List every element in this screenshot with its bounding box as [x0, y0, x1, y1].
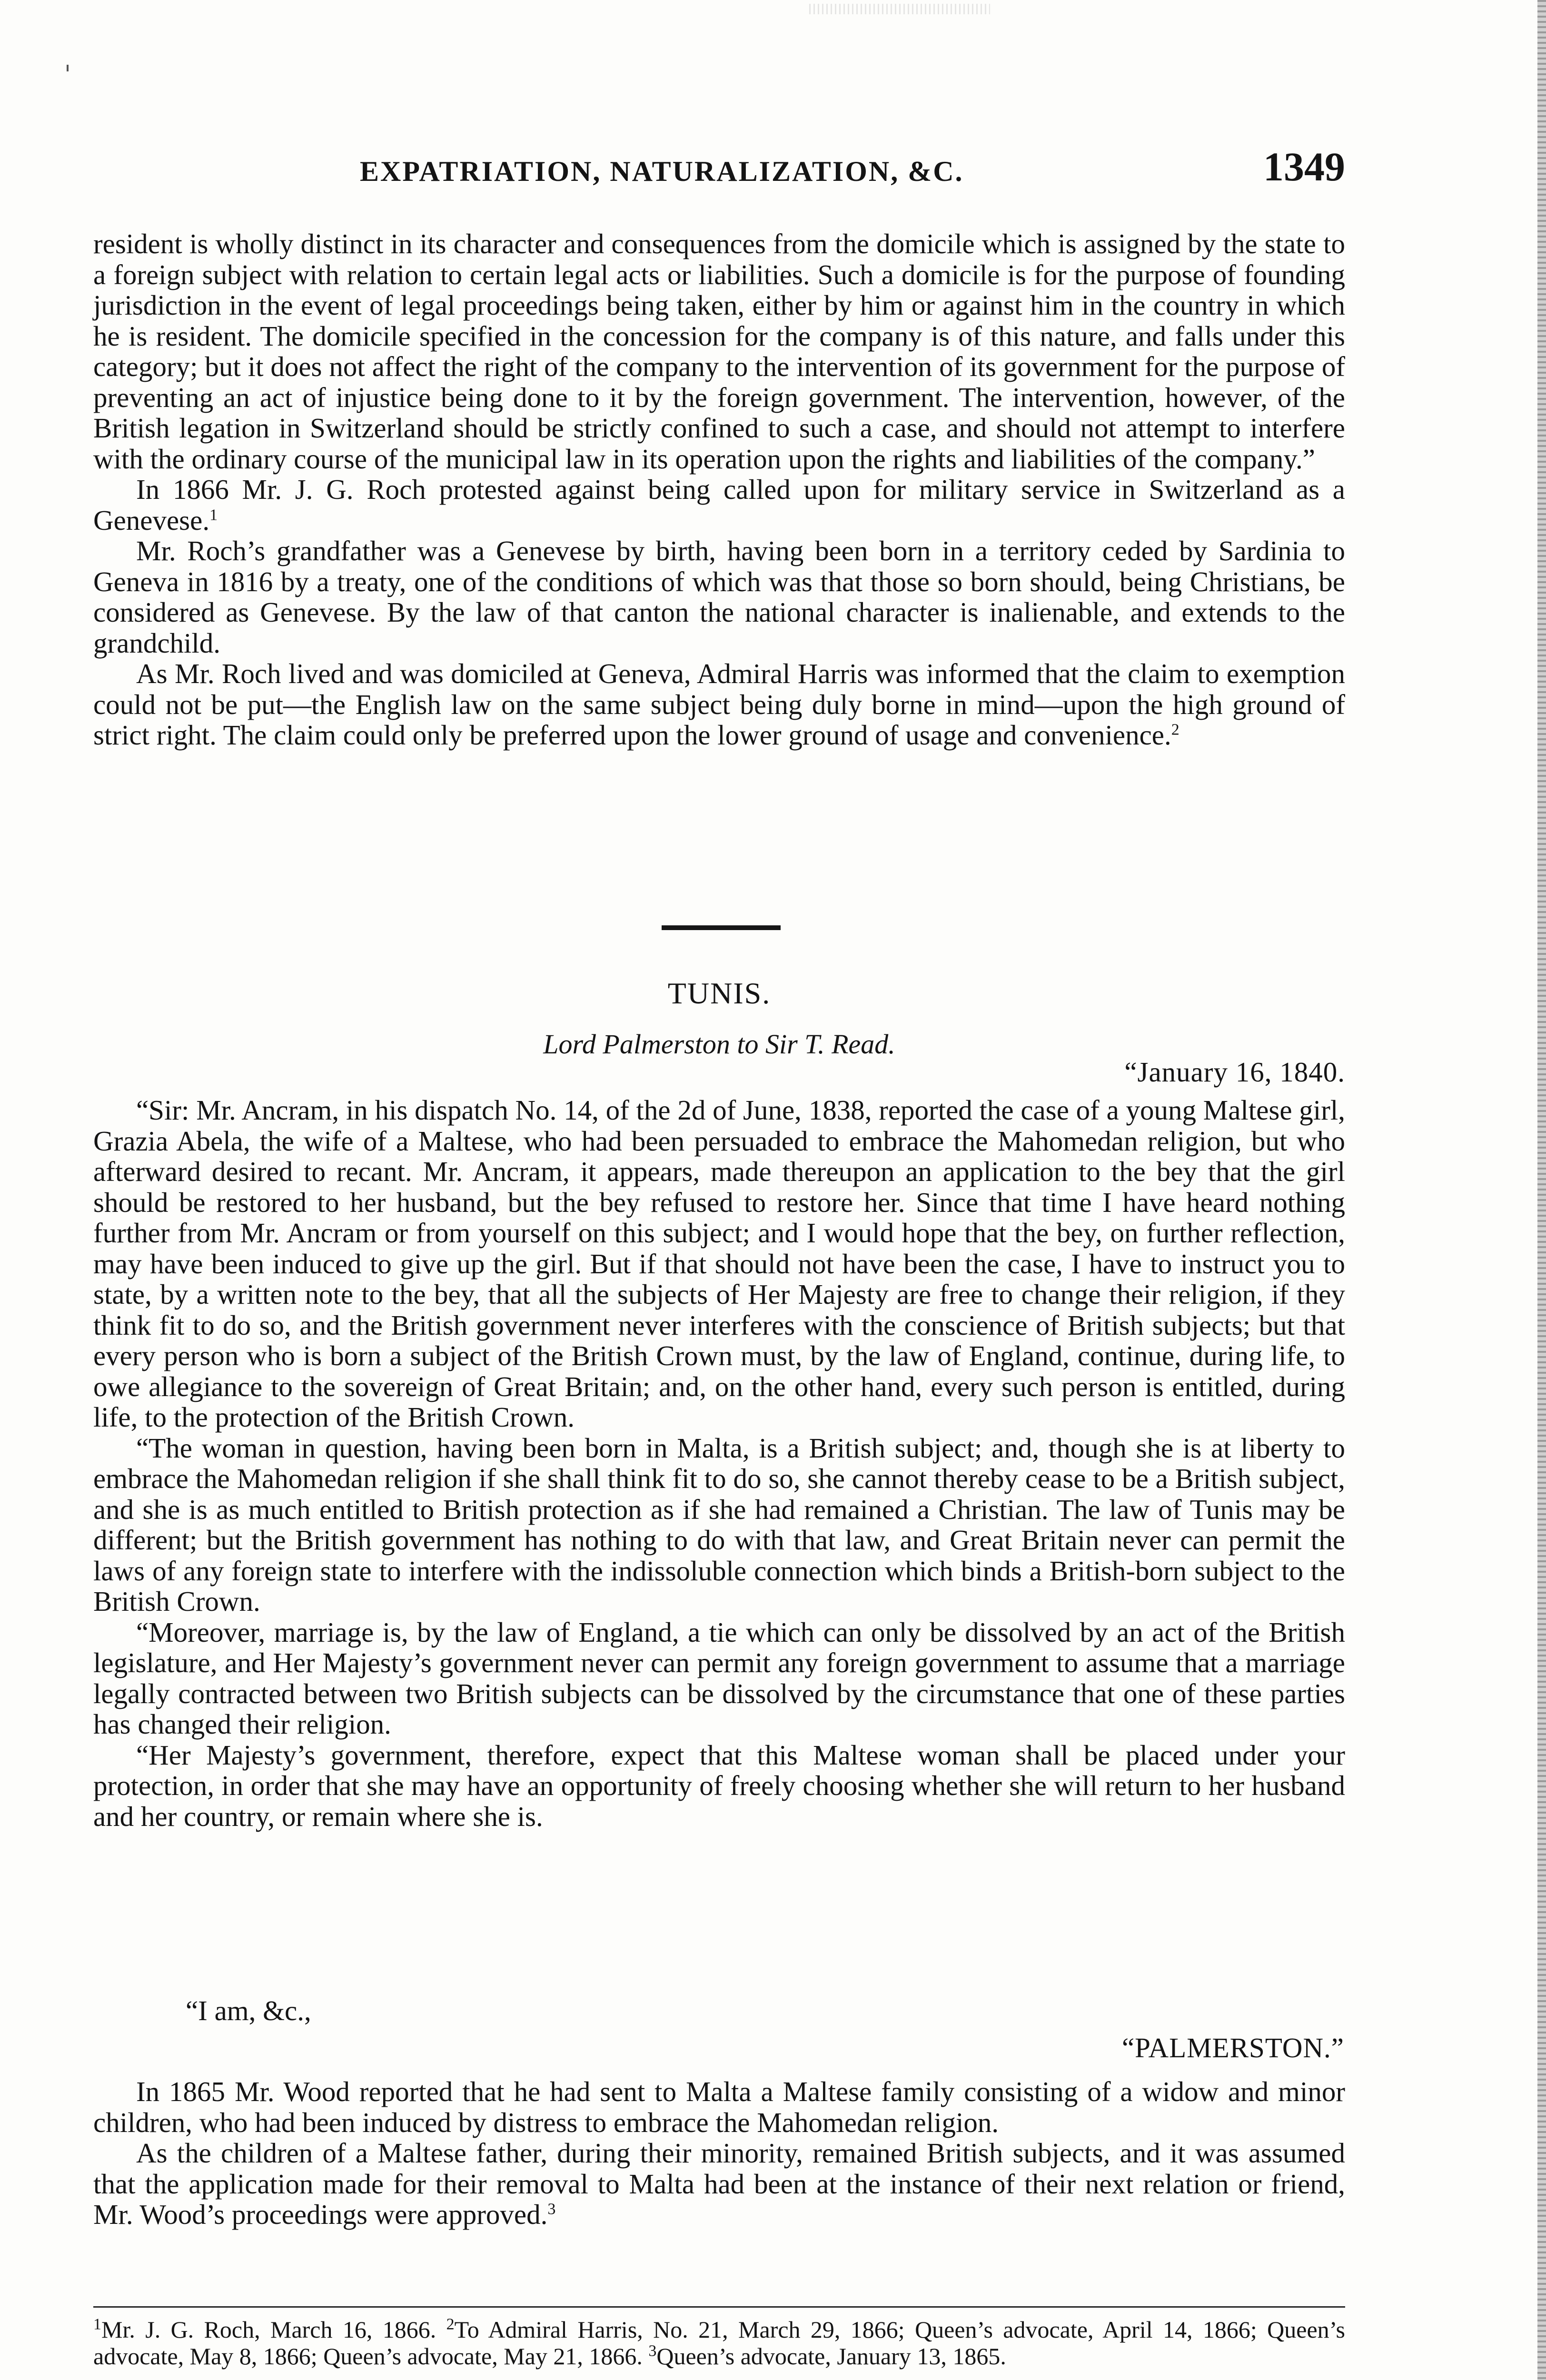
- scan-mark: [67, 65, 69, 71]
- footnote-ref-2: 2: [1171, 721, 1179, 739]
- footnotes: [93, 2316, 1345, 2370]
- letter-closing: “I am, &c.,: [186, 1995, 311, 2026]
- letter-body: [93, 1095, 1345, 1832]
- footnote-rule: [93, 2306, 1345, 2308]
- top-text-block: [93, 228, 1345, 751]
- paragraph-roch-grandfather: Mr. Roch’s grandfather was a Genevese by birth, having been born in a territory ceded by Sardinia to Geneva in 1816 by a treaty, one of the conditions of which was that those so born should, being Christians, be considered as Genevese. By the law of that canton the national character is inalienable, and extends to the grandchild.: [93, 535, 1345, 659]
- footnote-3: Queen’s advocate, January 13, 1865.: [656, 2343, 1006, 2370]
- footnote-marker-2: 2: [446, 2315, 455, 2333]
- running-title: EXPATRIATION, NATURALIZATION, &C.: [360, 156, 964, 187]
- paragraph-text: As the children of a Maltese father, during their minority, remained British subjects, and it was assumed that the application made for their removal to Malta had been at the instance of their next relation or friend, Mr. Wood’s proceedings were approved.: [93, 2137, 1345, 2230]
- page-edge-shadow: [1537, 0, 1546, 2380]
- running-header: [93, 143, 1345, 195]
- paragraph-text: As Mr. Roch lived and was domiciled at Geneva, Admiral Harris was informed that the claim to exemption could not be put—the English law on the same subject being duly borne in mind—upon the high ground of strict right. The claim could only be preferred upon the lower ground of usage and convenience.: [93, 658, 1345, 751]
- section-separator: [662, 925, 781, 930]
- closing-text-block: [93, 2076, 1345, 2230]
- paragraph-wood-approved: [93, 2138, 1345, 2230]
- footnote-ref-3: 3: [547, 2200, 556, 2218]
- letter-paragraph: “Her Majesty’s government, therefore, expect that this Maltese woman shall be placed under your protection, in order that she may have an opportunity of freely choosing whether she will return to her husband and her country, or remain where she is.: [93, 1739, 1345, 1832]
- footnote-1: Mr. J. G. Roch, March 16, 1866.: [101, 2316, 436, 2343]
- section-title: TUNIS.: [667, 976, 771, 1010]
- scan-artifact: [809, 4, 990, 14]
- paragraph-continuation: resident is wholly distinct in its character and consequences from the domicile which is assigned by the state to a foreign subject with relation to certain legal acts or liabilities. Such a domicile is for the purpose of founding jurisdiction in the event of legal proceedings being taken, either by him or against him in the country in which he is resident. The domicile specified in the concession for the company is of this nature, and falls under this category; but it does not affect the right of the company to the intervention of its government for the purpose of preventing an act of injustice being done to it by the foreign government. The intervention, however, of the British legation in Switzerland should be strictly confined to such a case, and should not attempt to interfere with the ordinary course of the municipal law in its operation upon the rights and liabilities of the company.”: [93, 228, 1345, 475]
- letter-paragraph: “Sir: Mr. Ancram, in his dispatch No. 14, of the 2d of June, 1838, reported the case of a young Maltese girl, Grazia Abela, the wife of a Maltese, who had been persuaded to embrace the Mahomedan religion, but who afterward desired to recant. Mr. Ancram, it appears, made thereupon an application to the bey that the girl should be restored to her husband, but the bey refused to restore her. Since that time I have heard nothing further from Mr. Ancram or from yourself on this subject; and I would hope that the bey, on further reflection, may have been induced to give up the girl. But if that should not have been the case, I have to instruct you to state, by a written note to the bey, that all the subjects of Her Majesty are free to change their religion, if they think fit to do so, and the British government never interferes with the conscience of British subjects; but that every person who is born a subject of the British Crown must, by the law of England, continue, during life, to owe allegiance to the sovereign of Great Britain; and, on the other hand, every such person is entitled, during life, to the protection of the British Crown.: [93, 1094, 1345, 1433]
- footnote-ref-1: 1: [209, 506, 218, 524]
- footnote-marker-1: 1: [93, 2315, 101, 2333]
- page-number: 1349: [1263, 144, 1345, 189]
- paragraph-wood-report: In 1865 Mr. Wood reported that he had sent to Malta a Maltese family consisting of a widow and minor children, who had been induced by distress to embrace the Mahomedan religion.: [93, 2076, 1345, 2138]
- letter-paragraph: “The woman in question, having been born in Malta, is a British subject; and, though she is at liberty to embrace the Mahomedan religion if she shall think fit to do so, she cannot thereby cease to be a British subject, and she is as much entitled to British protection as if she had remained a Christian. The law of Tunis may be different; but the British government has nothing to do with that law, and Great Britain never can permit the laws of any foreign state to interfere with the indissoluble connection which binds a British-born subject to the British Crown.: [93, 1432, 1345, 1617]
- footnote-2: To Admiral Harris, No. 21, March 29, 1866; Queen’s advocate, April 14, 1866; Queen’s advocate, May 8, 1866; Queen’s advocate, May 21, 1866.: [93, 2316, 1346, 2370]
- footnote-marker-3: 3: [648, 2342, 657, 2360]
- letter-paragraph: “Moreover, marriage is, by the law of England, a tie which can only be dissolved by an act of the British legislature, and Her Majesty’s government never can permit any foreign government to assume that a marriage legally contracted between two British subjects can be dissolved by the circumstance that one of these parties has changed their religion.: [93, 1616, 1345, 1740]
- letter-date: “January 16, 1840.: [1124, 1056, 1345, 1088]
- letter-heading: Lord Palmerston to Sir T. Read.: [543, 1029, 895, 1060]
- paragraph-roch-protest: [93, 474, 1345, 536]
- paragraph-roch-claim: [93, 658, 1345, 751]
- paragraph-text: In 1866 Mr. J. G. Roch protested against being called upon for military service in Switzerland as a Genevese.: [93, 474, 1345, 536]
- letter-signature: “PALMERSTON.”: [1121, 2032, 1344, 2063]
